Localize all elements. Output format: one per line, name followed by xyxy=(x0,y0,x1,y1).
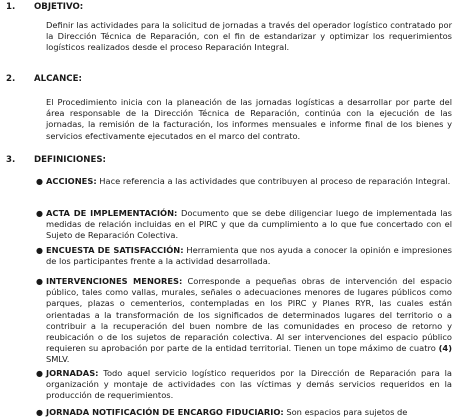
bullet-icon: ● xyxy=(36,177,43,186)
definition-term: JORNADA NOTIFICACIÓN DE ENCARGO FIDUCIARIO: xyxy=(46,407,284,417)
definition-emphasis: (4) xyxy=(438,343,452,354)
definition-term: ACTA DE IMPLEMENTACIÓN: xyxy=(46,208,178,218)
bullet-icon: ● xyxy=(36,209,43,218)
definition-tail: SMLV. xyxy=(46,354,70,365)
section-number: 2. xyxy=(6,74,16,84)
definition-term: ENCUESTA DE SATISFACCIÓN: xyxy=(46,245,184,255)
definition-text: Herramienta que nos ayuda a conocer la opinión e impresiones de los participantes frente a la actividad desarrollada. xyxy=(46,245,452,267)
section-number: 1. xyxy=(6,2,16,12)
definition-item-jornadas xyxy=(46,368,452,402)
definition-item-encuesta-de-satisfaccion xyxy=(46,245,452,267)
definition-item-intervenciones-menores xyxy=(46,276,452,366)
section-title: OBJETIVO: xyxy=(34,2,84,12)
definition-term: ACCIONES: xyxy=(46,176,97,186)
definition-term: INTERVENCIONES MENORES: xyxy=(46,276,183,286)
bullet-icon: ● xyxy=(36,246,43,255)
definition-text: Hace referencia a las actividades que contribuyen al proceso de reparación Integral. xyxy=(96,176,451,186)
section-title: ALCANCE: xyxy=(34,74,82,84)
section-heading-alcance xyxy=(6,74,82,85)
definition-text: Corresponde a pequeñas obras de intervención del espacio público, tales como vallas, murales, señales o adecuaciones menores de lugares públicos como parques, plazas o cementerios, contempladas en los PIRC y Planes RYR, las cuales están orientadas a la transformación de los significados de determinados lugares del territorio o a contribuir a la recuperación del buen nombre de las comunidades en proceso de retorno y reubicación o de los sujetos de reparación colectiva. Al ser intervenciones del espacio público requieren su aprobación por parte de la entidad territorial. Tienen un tope máximo de cuatro xyxy=(46,276,452,354)
alcance-paragraph: El Procedimiento inicia con la planeación de las jornadas logísticas a desarrollar por parte del área responsable de la Dirección Técnica de Reparación, continúa con la ejecución de las jornadas, la remisión de la facturación, los informes mensuales e informe final de los bienes y servicios efectivamente ejecutados en el marco del contrato. xyxy=(46,97,452,141)
definition-text: Documento que se debe diligenciar luego de implementada las medidas de relación incluidas en el PIRC y que da cumplimiento a lo que fue concertado con el Sujeto de Reparación Colectiva. xyxy=(46,208,452,241)
definition-item-acciones xyxy=(46,176,452,187)
definition-term: JORNADAS: xyxy=(46,368,99,378)
section-heading-objetivo xyxy=(6,2,83,13)
bullet-icon: ● xyxy=(36,277,43,286)
bullet-icon: ● xyxy=(36,408,43,417)
section-title: DEFINICIONES: xyxy=(34,155,106,165)
definition-text: Son espacios para sujetos de xyxy=(283,407,408,417)
definition-item-acta-de-implementacion xyxy=(46,208,452,242)
section-heading-definiciones xyxy=(6,155,106,166)
objetivo-paragraph: Definir las actividades para la solicitud de jornadas a través del operador logístico contratado por la Dirección Técnica de Reparación, con el fin de estandarizar y optimizar los requerimientos logísticos realizados desde el proceso Reparación Integral. xyxy=(46,20,452,53)
definition-item-jornada-notificacion xyxy=(46,407,452,418)
bullet-icon: ● xyxy=(36,369,43,378)
section-number: 3. xyxy=(6,155,16,165)
definition-text: Todo aquel servicio logístico requeridos por la Dirección de Reparación para la organización y montaje de actividades con las víctimas y demás servicios requeridos en la producción de requerimientos. xyxy=(46,368,452,401)
